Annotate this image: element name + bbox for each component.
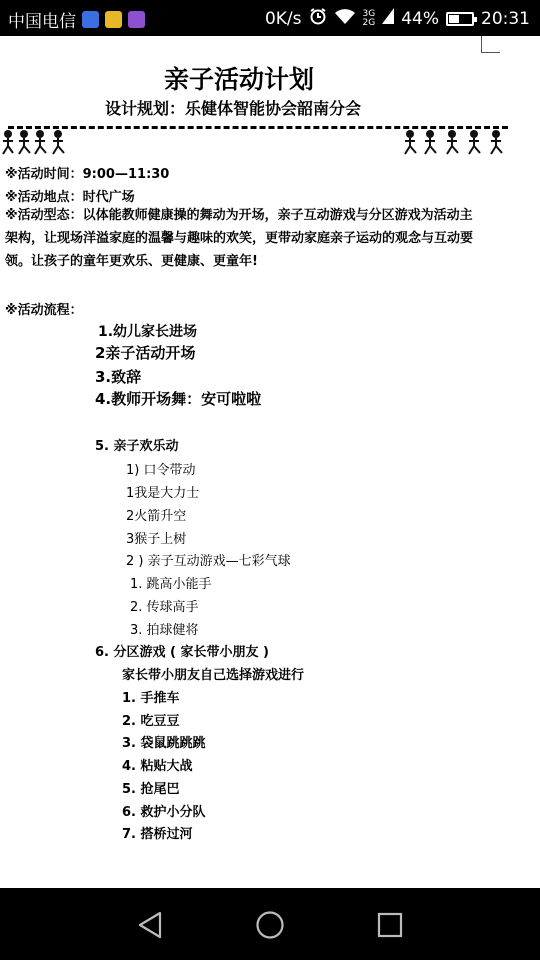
step6-note: 家长带小朋友自己选择游戏进行: [122, 668, 305, 683]
mobile-data-app-icon: [82, 11, 99, 28]
flow-step: 3.致辞: [95, 368, 142, 386]
running-kids-icon: [0, 126, 78, 158]
signal-3g-label: 3G: [362, 8, 376, 19]
game-item: 3. 袋鼠跳跳跳: [122, 736, 206, 751]
battery-fill: [449, 15, 459, 23]
activity-place: ※活动地点：时代广场: [5, 190, 135, 205]
flow-step-5: 5. 亲子欢乐动: [95, 439, 179, 454]
navigation-bar: [0, 888, 540, 960]
flow-heading: ※活动流程：: [5, 303, 83, 318]
back-triangle-icon[interactable]: [136, 910, 164, 940]
list-item: 1我是大力士: [126, 486, 200, 501]
list-item: 1. 跳高小能手: [130, 577, 212, 592]
battery-icon: [446, 12, 474, 26]
game-item: 7. 搭桥过河: [122, 827, 193, 842]
home-circle-icon[interactable]: [255, 910, 285, 940]
recents-square-icon[interactable]: [376, 910, 404, 940]
game-item: 2. 吃豆豆: [122, 714, 180, 729]
flow-step: 4.教师开场舞：安可啦啦: [95, 390, 262, 408]
signal-bars-icon: [382, 8, 394, 29]
game-item: 5. 抢尾巴: [122, 782, 180, 797]
running-kids-icon: [400, 126, 510, 158]
carrier-name: 中国电信: [8, 12, 76, 32]
flow-step: 2亲子活动开场: [95, 344, 196, 362]
cellular-signal: [363, 10, 376, 28]
sub-section-heading: 1) 口令带动: [126, 463, 196, 478]
sub-section-heading: 2 ) 亲子互动游戏—七彩气球: [126, 554, 291, 569]
list-item: 2火箭升空: [126, 509, 187, 524]
document-title: 亲子活动计划: [163, 65, 314, 94]
network-speed: 0K/s: [264, 8, 302, 29]
email-app-icon: [105, 11, 122, 28]
game-item: 4. 粘贴大战: [122, 759, 193, 774]
activity-time: ※活动时间：9:00—11:30: [5, 167, 170, 182]
list-item: 2. 传球高手: [130, 600, 199, 615]
flow-step: 1.幼儿家长进场: [98, 324, 198, 340]
signal-2g-label: 2G: [362, 17, 376, 28]
wifi-icon: [334, 7, 356, 30]
battery-percent: 44%: [401, 8, 439, 29]
list-item: 3. 拍球健将: [130, 623, 199, 638]
gallery-app-icon: [128, 11, 145, 28]
document-subtitle: 设计规划：乐健体智能协会韶南分会: [104, 99, 361, 118]
document-page[interactable]: [0, 36, 540, 888]
flow-step-6: 6. 分区游戏 ( 家长带小朋友 ): [95, 645, 269, 660]
game-item: 6. 救护小分队: [122, 805, 206, 820]
clock: 20:31: [481, 8, 530, 29]
status-bar: [0, 0, 540, 36]
alarm-icon: [309, 7, 327, 30]
activity-form: ※活动型态：以体能教师健康操的舞动为开场，亲子互动游戏与分区游戏为活动主架构，让现场洋溢家庭的温馨与趣味的欢笑，更带动家庭亲子运动的观念与互动要领。让孩子的童年更欢乐、更健康、更童年!: [5, 208, 474, 269]
page-corner-mark: [481, 36, 500, 53]
list-item: 3猴子上树: [126, 532, 187, 547]
game-item: 1. 手推车: [122, 691, 180, 706]
